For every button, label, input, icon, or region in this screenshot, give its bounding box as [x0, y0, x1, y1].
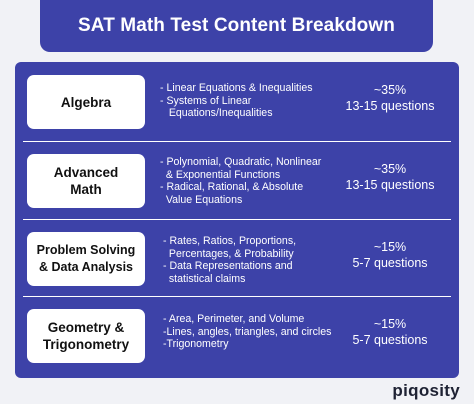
- topic-label: Algebra: [27, 75, 145, 129]
- detail-line: - Systems of Linear: [160, 94, 252, 107]
- detail-line: - Polynomial, Quadratic, Nonlinear: [160, 156, 322, 168]
- question-count: 5-7 questions: [352, 333, 428, 347]
- detail-line: & Exponential Functions: [160, 168, 281, 181]
- detail-line: - Area, Perimeter, and Volume: [163, 313, 305, 325]
- detail-line: statistical claims: [163, 272, 246, 285]
- detail-line: - Rates, Ratios, Proportions,: [163, 235, 297, 247]
- topic-percent: [340, 239, 440, 271]
- percent-value: ~15%: [373, 240, 407, 254]
- topic-details: [160, 156, 338, 206]
- detail-line: Value Equations: [160, 193, 243, 206]
- title-bar: [40, 0, 433, 52]
- detail-line: Percentages, & Probability: [163, 247, 294, 260]
- topic-label: Advanced Math: [27, 154, 145, 208]
- detail-line: - Data Representations and: [163, 260, 293, 273]
- topic-percent: [340, 82, 440, 114]
- percent-value: ~35%: [373, 83, 407, 97]
- brand-logo: piqosity: [392, 381, 460, 400]
- topic-details: [163, 235, 341, 285]
- row-advanced-math: [15, 141, 459, 213]
- content-panel: [15, 62, 459, 378]
- percent-value: ~15%: [373, 317, 407, 331]
- page-title: SAT Math Test Content Breakdown: [78, 15, 395, 36]
- detail-line: Equations/Inequalities: [160, 107, 273, 120]
- topic-percent: [340, 161, 440, 193]
- topic-details: [163, 313, 341, 351]
- detail-line: -Trigonometry: [163, 338, 229, 351]
- topic-label: Problem Solving & Data Analysis: [27, 232, 145, 286]
- topic-details: [160, 82, 338, 120]
- row-problem-solving: [15, 219, 459, 291]
- row-algebra: [15, 62, 459, 134]
- detail-line: - Linear Equations & Inequalities: [160, 82, 313, 94]
- question-count: 13-15 questions: [345, 99, 435, 113]
- question-count: 13-15 questions: [345, 178, 435, 192]
- topic-percent: [340, 316, 440, 348]
- row-geometry: [15, 296, 459, 368]
- percent-value: ~35%: [373, 162, 407, 176]
- detail-line: -Lines, angles, triangles, and circles: [163, 325, 332, 338]
- detail-line: - Radical, Rational, & Absolute: [160, 181, 304, 194]
- question-count: 5-7 questions: [352, 256, 428, 270]
- topic-label: Geometry & Trigonometry: [27, 309, 145, 363]
